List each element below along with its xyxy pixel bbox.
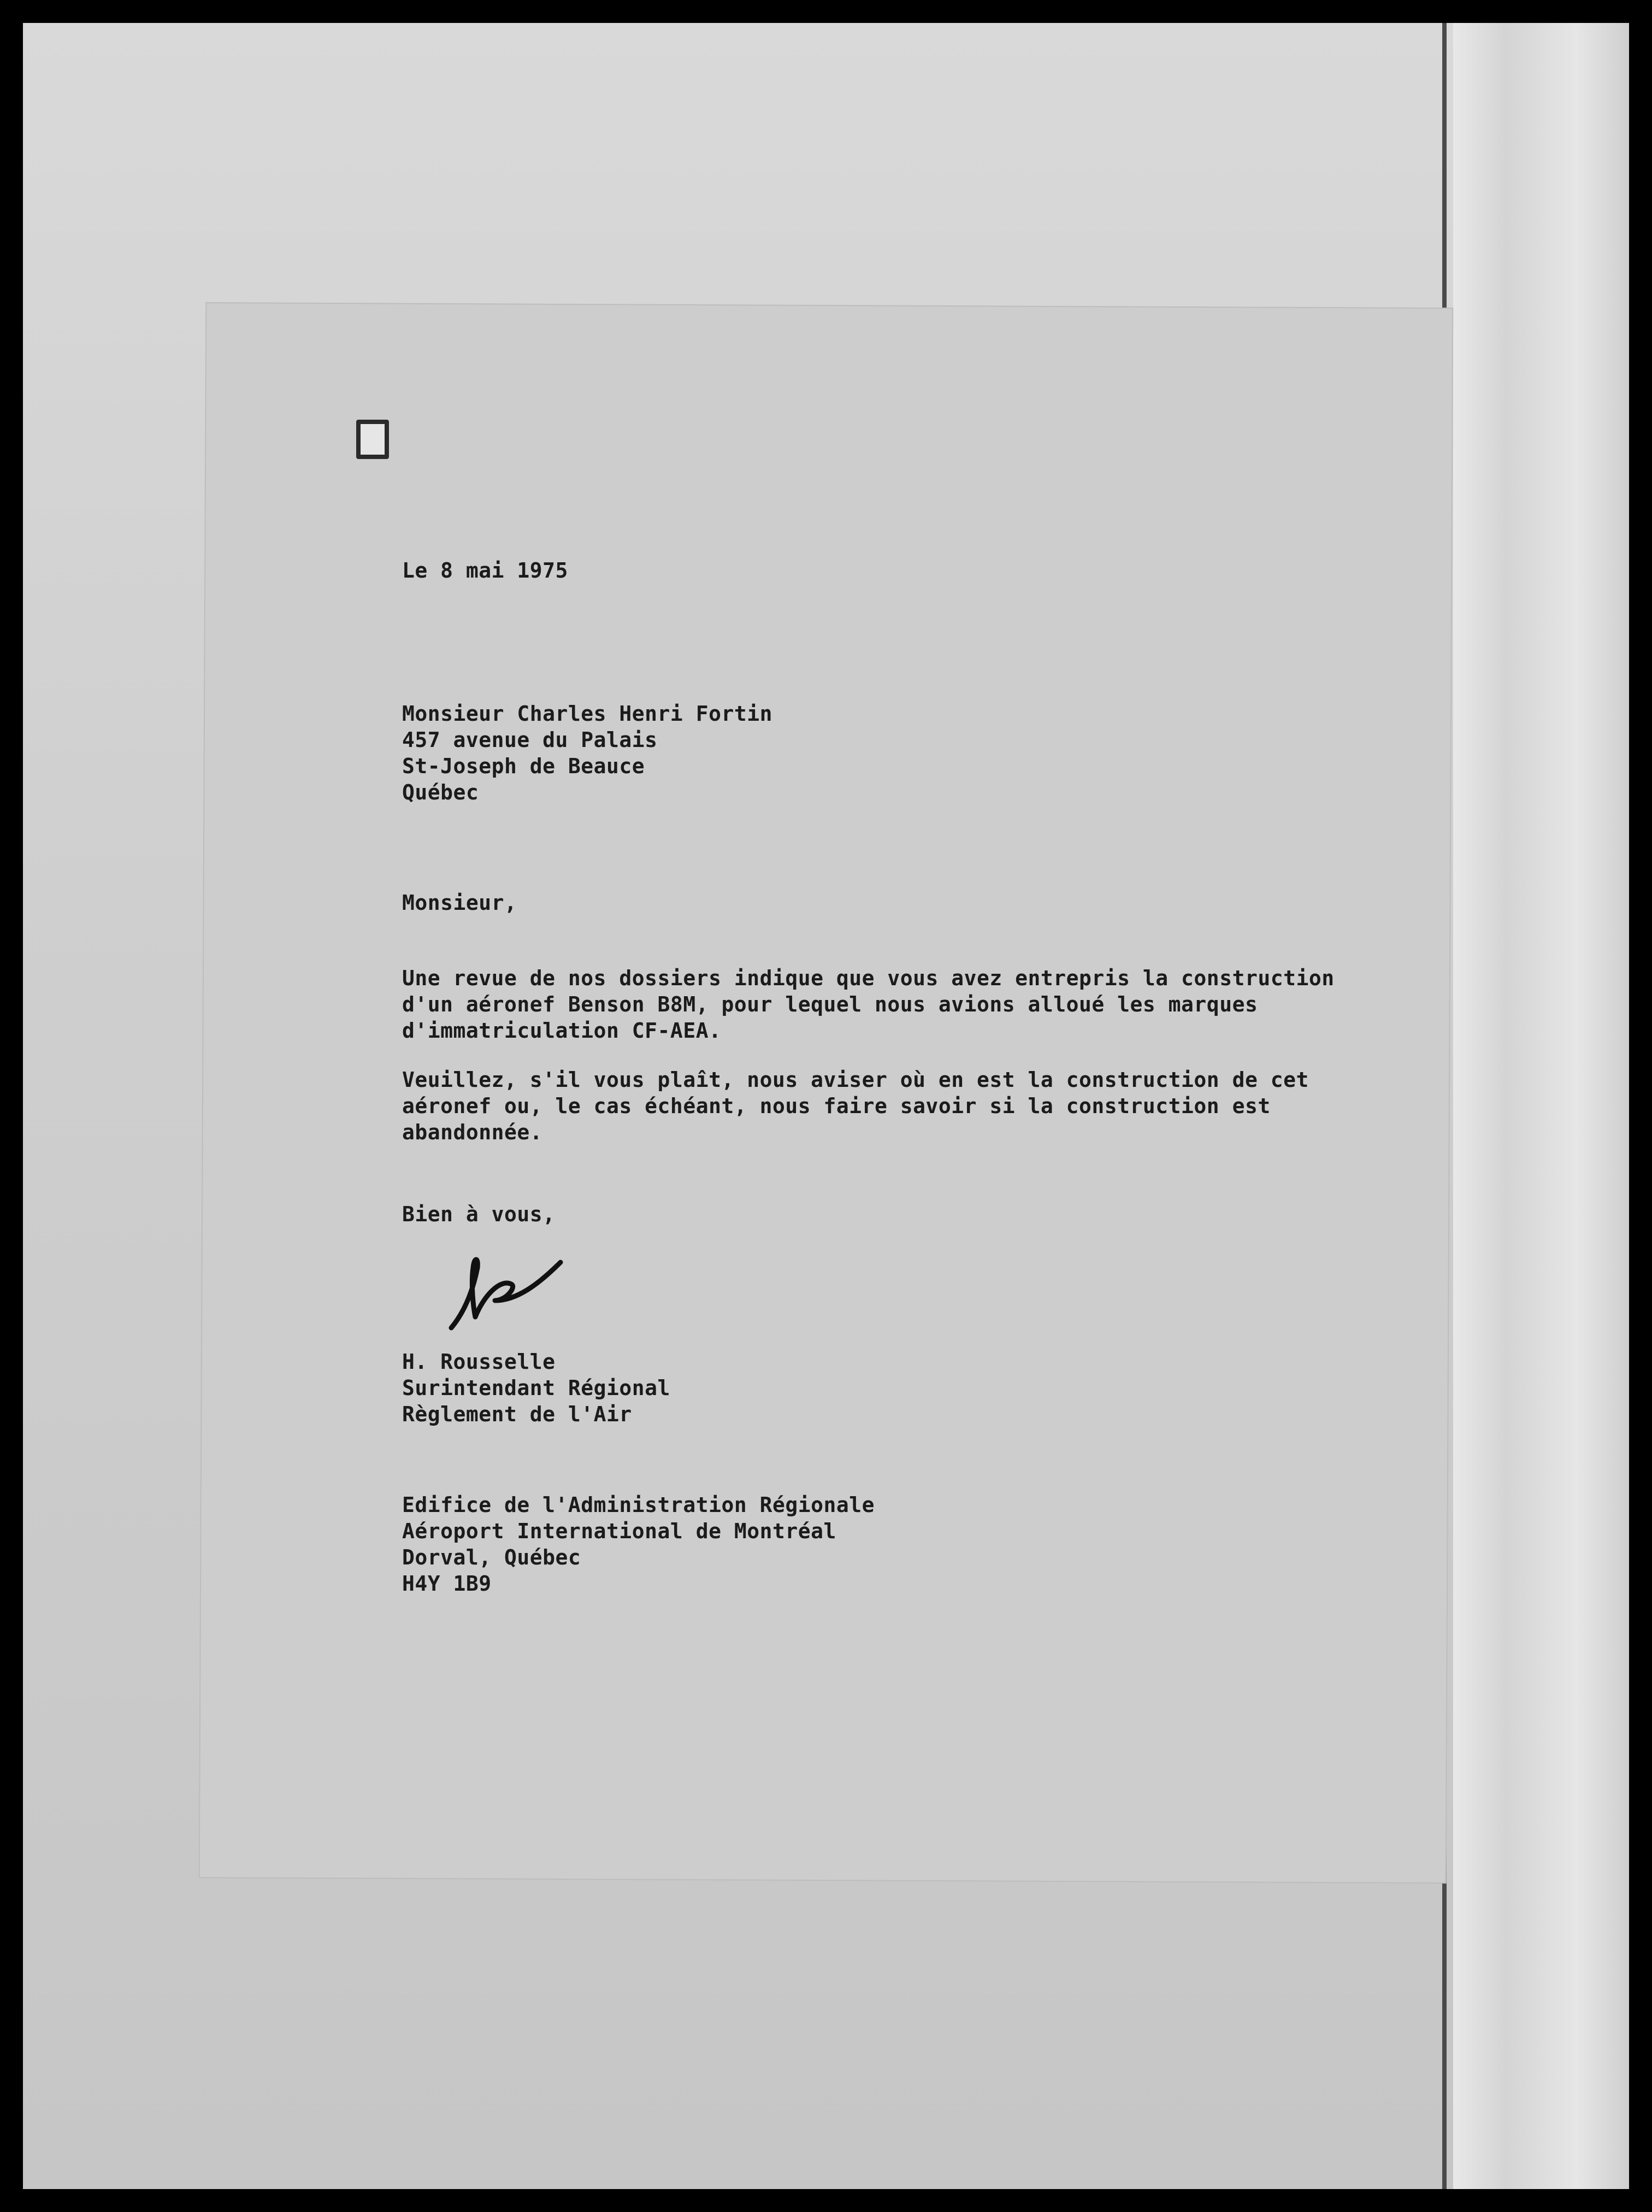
staple-hole	[356, 420, 389, 459]
signer-block	[402, 1349, 1342, 1427]
sender-address	[402, 1492, 1342, 1597]
recipient-line: 457 avenue du Palais	[402, 728, 658, 752]
closing: Bien à vous,	[402, 1202, 556, 1226]
letter-date: Le 8 mai 1975	[402, 558, 568, 583]
signer-line: Surintendant Régional	[402, 1376, 670, 1400]
paragraph-line: d'un aéronef Benson B8M, pour lequel nous avions alloué les marques	[402, 992, 1258, 1016]
recipient-line: St-Joseph de Beauce	[402, 754, 645, 778]
recipient-line: Monsieur Charles Henri Fortin	[402, 702, 772, 726]
address-line: Edifice de l'Administration Régionale	[402, 1493, 875, 1517]
paragraph-1	[402, 965, 1342, 1044]
paragraph-line: Une revue de nos dossiers indique que vous avez entrepris la construction	[402, 966, 1335, 990]
paragraph-line: d'immatriculation CF-AEA.	[402, 1019, 722, 1043]
board-strip	[1453, 23, 1629, 2189]
paragraph-line: aéronef ou, le cas échéant, nous faire savoir si la construction est	[402, 1094, 1271, 1118]
paragraph-2	[402, 1067, 1342, 1145]
paragraph-line: Veuillez, s'il vous plaît, nous aviser où en est la construction de cet	[402, 1068, 1309, 1092]
recipient-address	[402, 701, 1342, 805]
recipient-line: Québec	[402, 780, 479, 804]
signer-line: Règlement de l'Air	[402, 1402, 632, 1426]
salutation: Monsieur,	[402, 891, 517, 915]
address-line: Aéroport International de Montréal	[402, 1519, 836, 1543]
signer-line: H. Rousselle	[402, 1350, 556, 1374]
address-line: H4Y 1B9	[402, 1572, 492, 1596]
paragraph-line: abandonnée.	[402, 1120, 543, 1144]
address-line: Dorval, Québec	[402, 1545, 581, 1569]
handwritten-signature	[435, 1235, 577, 1344]
